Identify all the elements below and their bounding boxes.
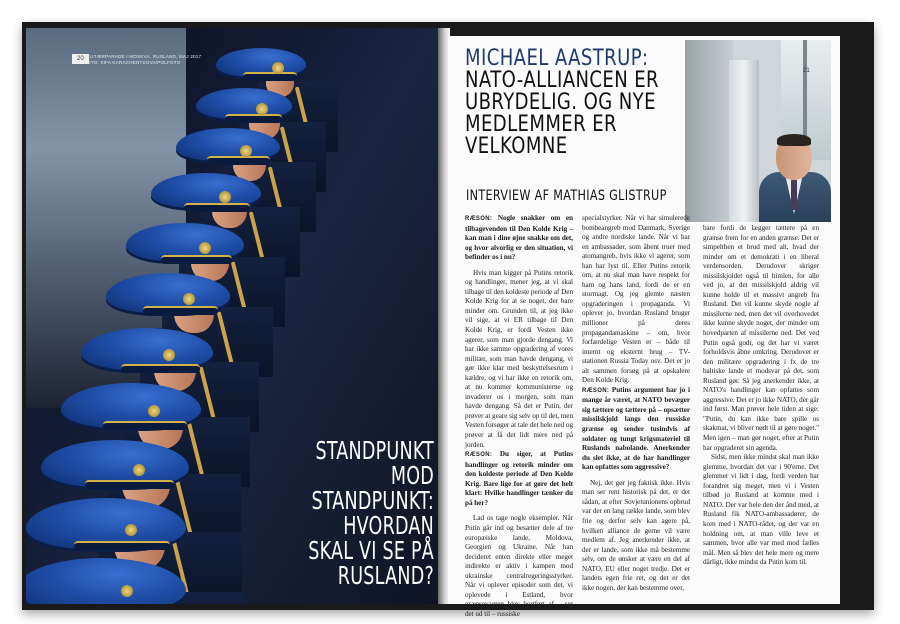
- article-paragraph: RÆSON: Putins argument har jo i mange år været, at NATO bevæger sig tættere og tættere på – opsætter missilskjold langs den russiske grænse og sender tusindvis af soldater og tungt krigsmateriel til Ruslands nabolande. Anerkender du slet ikke, at de har handlinger kan opfattes som aggressive?: [582, 385, 690, 472]
- raeson-label: RÆSON:: [465, 452, 493, 459]
- article-column-1: [465, 214, 573, 619]
- article-paragraph: Hvis man kigger på Putins retorik og handlinger, mener jeg, at vi skal tilbage til den koldeste periode af Den Kolde Krig for at se noget, der bare minder om. Grunden til, at jeg ikke vil sige, at vi ER tilbage til Den Kolde Krig, er fordi Vesten ikke agerer, som man gjorde dengang. Vi har ikke samme opgradering af vores militær, som man havde dengang, vi gør ikke klar med beskyttelsesrum i kældre, og vi har ikke en retorik om, at nu kommer kommunisterne og invaderer os i morgen, som man havde dengang. Så det er Putin, der prøver at geare sig selv op til det, men Vesten forsøger at tale det hele ned og prøver at få det lidt mere ned på jorden.: [465, 268, 573, 449]
- article-column-3: [703, 224, 819, 568]
- raeson-label: RÆSON:: [465, 216, 493, 222]
- article-paragraph: RÆSON: Nogle snakker om en tilbagevenden til Den Kolde Krig – kan man i dine øjne snakke om det, og hvor alvorlig er den situation, vi befinder os i nu?: [465, 214, 573, 262]
- article-paragraph: RÆSON: Du siger, at Putins handlinger og retorik minder om den koldeste periode af Den Kolde Krig. Bare lige for at gøre det helt klart: Hvilke handlinger tænker du på her?: [465, 450, 573, 507]
- interview-byline: INTERVIEW AF MATHIAS GLISTRUP: [466, 188, 667, 204]
- article-headline: [465, 48, 682, 158]
- raeson-label: RÆSON:: [582, 387, 610, 394]
- article-paragraph: Lad os tage nogle eksempler. Når Putin går ind og besætter dele af tre europæiske lande, Moldova, Georgien og Ukraine. Når han decideret enten direkte eller meget indirekte er aktiv i kampen mod ukrainske centralregeringsstyrker. Når vi oplever episoder som det, vi oplevede i Estland, hvor grænsevagten blev bortført af – ser det ud til – russiske: [465, 514, 573, 618]
- headline-text: NATO-ALLIANCEN ER UBRYDELIG. OG NYE MEDLEMMER ER VELKOMNE: [465, 68, 659, 159]
- article-paragraph: Nej, det gør jeg faktisk ikke. Hvis man ser rent historisk på det, er det sådan, at efter Sovjetunionens opbrud var der en lang række lande, som blev frie og derfor selv kan agere på, hvilken alliance de gerne vil være medlem af. Jeg anerkender ikke, at der er lande, som ikke må bestemme selv, om de ønsker at være en del af NATO, EU eller noget tredje. Det er landets egen frie ret, og det er det ikke nogen, der kan bestemme over,: [582, 478, 690, 592]
- page-number-right: 21: [803, 68, 810, 74]
- page-number-left: 20: [72, 54, 89, 64]
- article-paragraph: bare fordi de lægger tættere på en grænse frem for en anden grænse. Det er simpelthen et brud med alt, hvad der minder om et demokrati i en liberal verdensorden. Derudover skriger missilskjoldet også til himlen, for alle ved jo, at det missilskjold aldrig vil kunne holde til et massivt angreb fra Rusland. Det vil kunne skyde nogle af missilerne ned, men det vil overhovedet ikke kunne skyde noget, der minder om hovedparten af missilerne ned. Det ved Putin også godt, og det har vi været forholdsvis åbne omkring. Derudover er den militære opgradering i fx de tre baltiske lande et modsvar på det, som Rusland gør. Så jeg anerkender ikke, at NATO's handlinger kan opfattes som aggressive. Det er jo ikke NATO, der går ind først. Man prøver hele tiden at sige: "Putin, du kan ikke bare spille os skakmat, vi bliver nødt til at gøre noget." Men igen – man gør noget, efter at Putin har opgraderet sin agenda.: [703, 224, 819, 452]
- article-paragraph: specialstyrker. Når vi har simulerede bombeangreb mod Danmark, Sverige og andre nordiske lande. Når vi har en ambassadør, som åbent truer med atomangreb, hvis ikke vi agerer, som han har lyst til. Eller Putins retorik om, at nu skal man have respekt for ham og hans land, fordi de er en stormagt. Og jeg glemte næsten opgraderingen i propaganda. Vi oplever jo, hvordan Rusland bruger millioner på deres propagandamaskine – om, hvor forfærdelige Vesten er – både til internt og eksternt brug – TV-stationen Russia Today osv. Det er jo alt sammen forsøg på at opskalere Den Kolde Krig.: [582, 214, 690, 385]
- headline-name: MICHAEL AASTRUP:: [465, 46, 649, 71]
- photo-caption-left: MILITÆRPARADE I MOSKVA, RUSLAND, MAJ 2017 FOTO: SIFA KARACHENTSOVA/POLFOTO: [84, 54, 202, 65]
- article-paragraph: Sidst, men ikke mindst skal man ikke glemme, hvordan det var i 90'erne. Det glemmer vi lidt i dag, fordi verden har forandret sig meget, men vi i Vesten tilbød jo Rusland at komme med i NATO. Der var hele den der ånd med, at Rusland fik NATO-ambassadører, de kom med i NATO-rådet, og der var en holdning om, at man ville leve et sammen, hvor alle var med mod fælles mål. Men så blev det hele mere og mere dårligt, ikke mindst da Putin kom til.: [703, 453, 819, 567]
- article-column-2: [582, 214, 690, 593]
- left-headline: STANDPUNKT MOD STANDPUNKT: HVORDAN SKAL VI SE PÅ RUSLAND?: [308, 436, 434, 590]
